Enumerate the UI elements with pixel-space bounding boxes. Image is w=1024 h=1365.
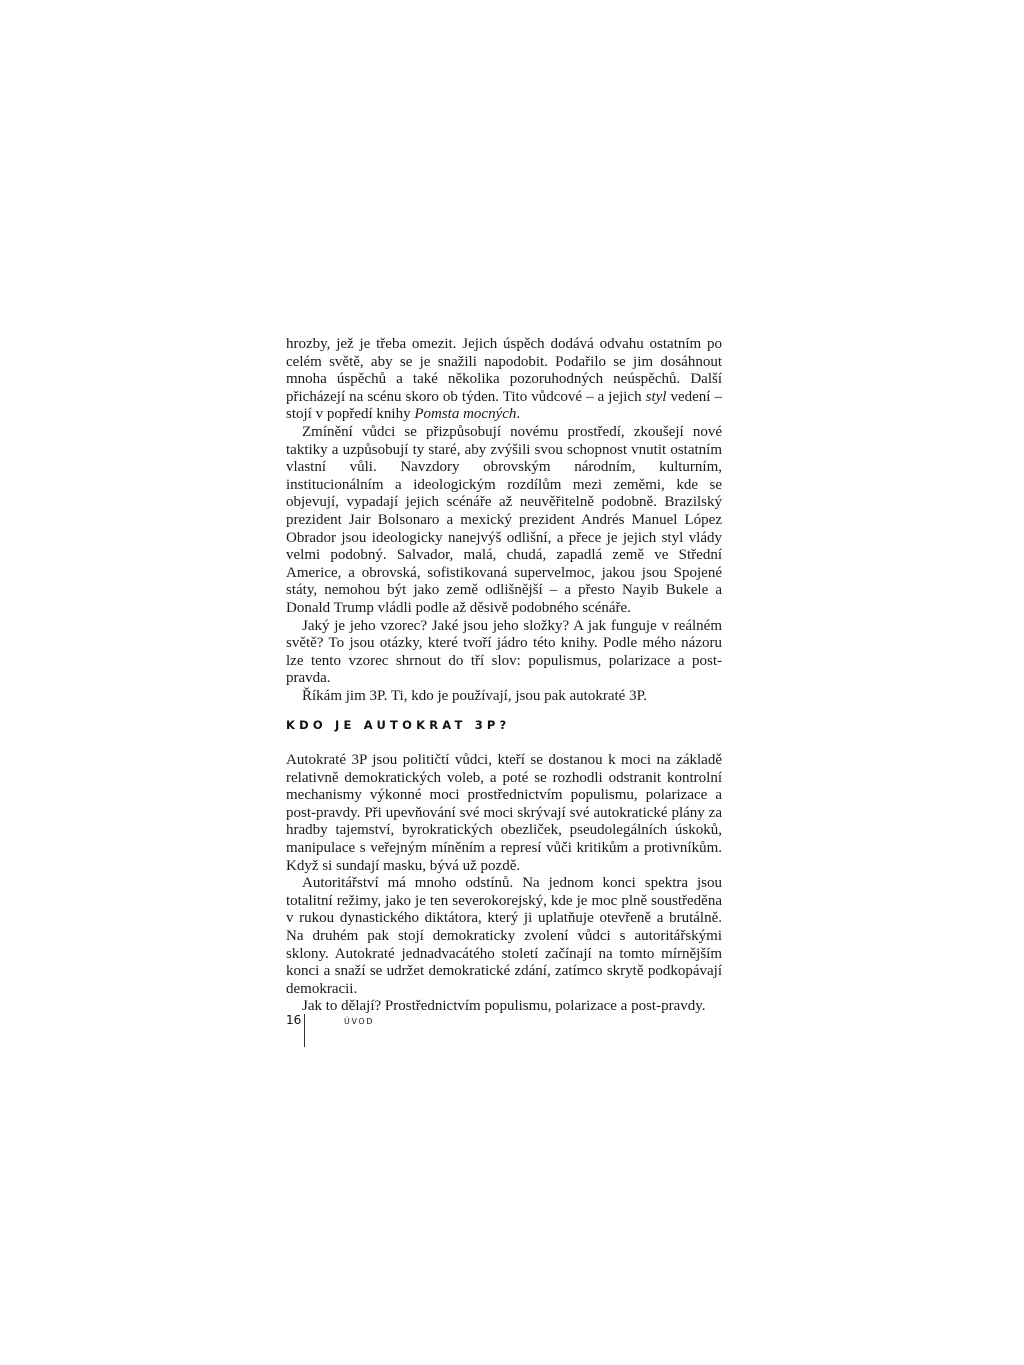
body-text-bottom — [286, 752, 722, 1016]
paragraph: Jaký je jeho vzorec? Jaké jsou jeho složky? A jak funguje v reálném světě? To jsou otázky, které tvoří jádro této knihy. Podle mého názoru lze tento vzorec shrnout do tří slov: populismus, polarizace a post-pravda. — [286, 617, 722, 687]
paragraph: Zmínění vůdci se přizpůsobují novému prostředí, zkoušejí nové taktiky a uzpůsobují ty staré, aby zvýšili svou schopnost vnutit ostatním vlastní vůli. Navzdory obrovským národním, kulturním, institucionálním a ideologickým rozdílům mezi zeměmi, kde se objevují, vypadají jejich scénáře až neuvěřitelně podobně. Brazilský prezident Jair Bolsonaro a mexický prezident Andrés Manuel López Obrador jsou ideologicky nanejvýš odlišní, a přece je jejich styl vlády velmi podobný. Salvador, malá, chudá, zapadlá země ve Střední Americe, a obrovská, sofistikovaná supervelmoc, jakou jsou Spojené státy, nemohou být jako země odlišnější – a přesto Nayib Bukele a Donald Trump vládli podle až děsivě podobného scénáře. — [286, 423, 722, 616]
page-number: 16 — [286, 1013, 302, 1027]
running-section-title: ÚVOD — [344, 1017, 375, 1026]
paragraph: Autoritářství má mnoho odstínů. Na jednom konci spektra jsou totalitní režimy, jako je ten severokorejský, kde je moc plně soustředěna v rukou dynastického diktátora, který ji uplatňuje otevřeně a brutálně. Na druhém pak stojí demokraticky zvolení vůdci s autoritářskými sklony. Autokraté jednadvacátého století začínají na tomto mírnějším konci a snaží se udržet demokratické zdání, zatímco skrytě podkopávají demokracii. — [286, 875, 722, 997]
footer-divider — [304, 1014, 305, 1047]
paragraph: hrozby, jež je třeba omezit. Jejich úspěch dodává odvahu ostatním po celém světě, aby se je snažili napodobit. Podařilo se jim dosáhnout mnoha úspěchů a také několika pozoruhodných neúspěchů. Další přicházejí na scénu skoro ob týden. Tito vůdcové – a jejich styl vedení – stojí v popředí knihy Pomsta mocných. — [286, 336, 723, 423]
paragraph: Jak to dělají? Prostřednictvím populismu, polarizace a post-pravdy. — [302, 998, 706, 1015]
paragraph: Autokraté 3P jsou političtí vůdci, kteří se dostanou k moci na základě relativně demokratických voleb, a poté se rozhodli odstranit kontrolní mechanismy výkonné moci prostřednictvím populismu, polarizace a post-pravdy. Při upevňování své moci skrývají své autokratické plány za hradby tajemství, byrokratických obezliček, pseudolegálních úskoků, manipulace s veřejným míněním a represí vůči kritikům a protivníkům. Když si sundají masku, bývá už pozdě. — [286, 752, 722, 874]
body-text-top — [286, 336, 722, 705]
paragraph: Říkám jim 3P. Ti, kdo je používají, jsou pak autokraté 3P. — [302, 687, 647, 704]
book-title: Pomsta mocných — [414, 406, 517, 423]
section-heading: KDO JE AUTOKRAT 3P? — [286, 718, 511, 732]
